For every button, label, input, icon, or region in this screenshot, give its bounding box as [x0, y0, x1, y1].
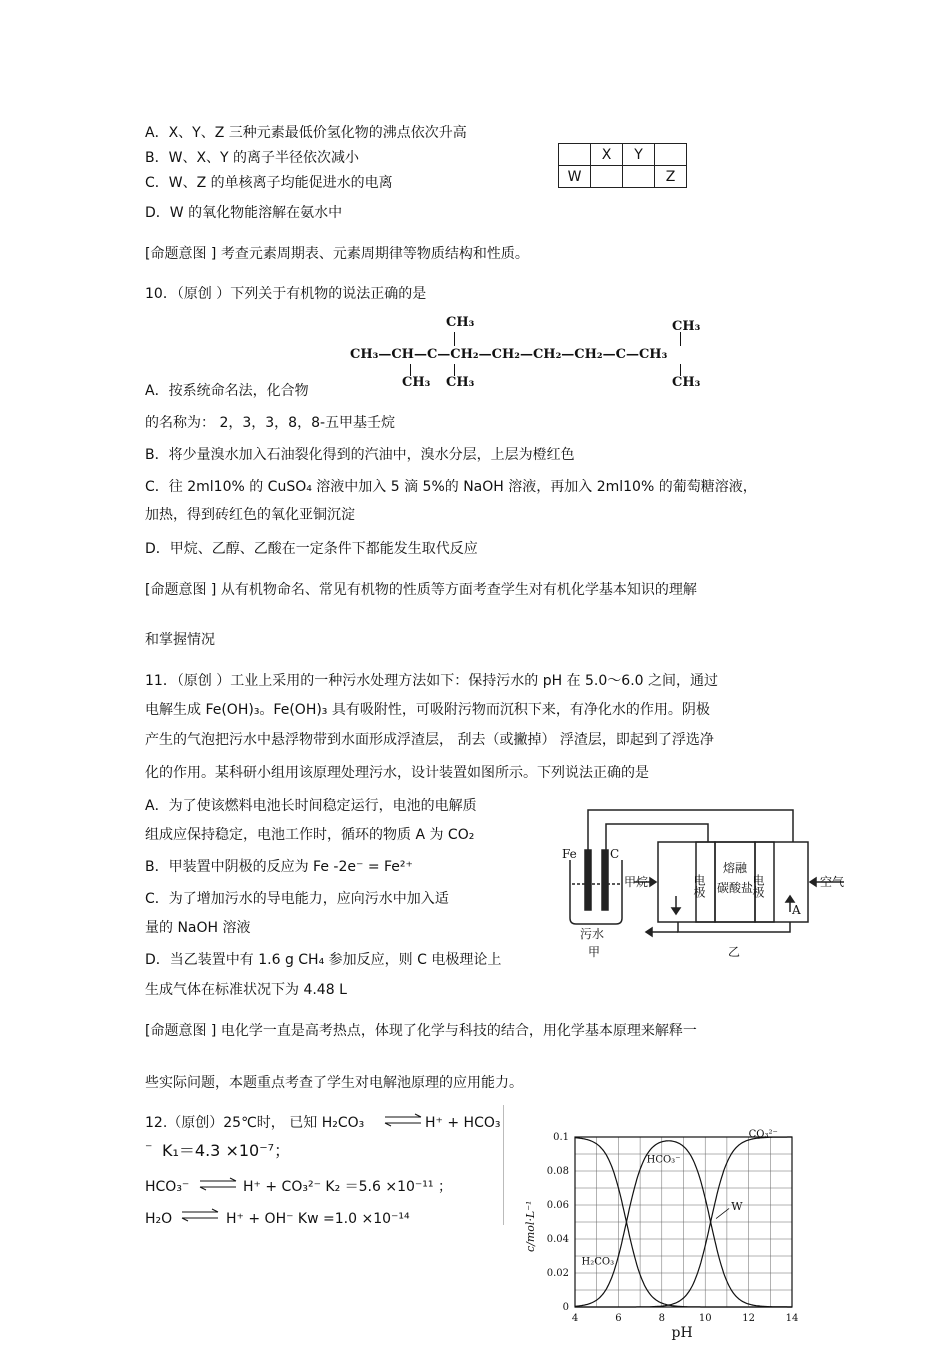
series-label: HCO₃⁻ [646, 1154, 681, 1166]
table-cell [655, 144, 687, 166]
y-tick-label: 0.1 [553, 1132, 569, 1143]
table-cell: W [559, 166, 591, 188]
x-tick-label: 12 [742, 1313, 755, 1324]
bond-line [680, 332, 681, 346]
q9-intent: [命题意图 ] 考查元素周期表、元素周期律等物质结构和性质。 [145, 246, 529, 262]
q11-option-d-line2: 生成气体在标准状况下为 4.48 L [145, 982, 347, 998]
diagram-label-sewage: 污水 [580, 927, 605, 941]
q11-option-b: B．甲装置中阴极的反应为 Fe -2e⁻ = Fe²⁺ [145, 859, 413, 875]
q10-intent-line2: 和掌握情况 [145, 632, 215, 648]
diagram-label-a: A [792, 903, 801, 917]
q12-line4-left: H₂O [145, 1211, 173, 1227]
formula-bottom-ch3-2: CH₃ [446, 375, 475, 390]
diagram-label-electrode-left: 电极 [692, 874, 706, 898]
periodic-table-fragment [558, 143, 687, 188]
equilibrium-arrow-icon [383, 1113, 423, 1127]
q12-line3-right: H⁺ + CO₃²⁻ K₂ ＝5.6 ×10⁻¹¹ ； [243, 1179, 452, 1195]
q12-line2: K₁＝4.3 ×10⁻⁷； [162, 1141, 291, 1160]
q12-line1: 12.（原创）25℃时， 已知 H₂CO₃ [145, 1115, 365, 1131]
q10-option-b: B．将少量溴水加入石油裂化得到的汽油中，溴水分层，上层为橙红色 [145, 447, 575, 463]
series-label: H₂CO₃ [581, 1256, 615, 1268]
q11-stem-line3: 产生的气泡把污水中悬浮物带到水面形成浮渣层， 刮去（或撇掉） 浮渣层，即起到了浮选净 [145, 732, 714, 748]
diagram-label-methane: 甲烷 [624, 875, 649, 889]
q10-option-a-line1: A．按系统命名法，化合物 [145, 383, 309, 399]
q11-stem-line4: 化的作用。某科研小组用该原理处理污水，设计装置如图所示。下列说法正确的是 [145, 765, 649, 781]
q11-intent-line1: [命题意图 ] 电化学一直是高考热点，体现了化学与科技的结合，用化学基本原理来解释一 [145, 1023, 697, 1039]
annotation-w: W [731, 1200, 743, 1214]
table-cell [591, 166, 623, 188]
bond-line [454, 332, 455, 346]
series-label: CO₃²⁻ [748, 1129, 778, 1140]
q12-line4-right: H⁺ + OH⁻ Kw =1.0 ×10⁻¹⁴ [226, 1211, 410, 1227]
q11-stem-line2: 电解生成 Fe(OH)₃。Fe(OH)₃ 具有吸附性，可吸附污物而沉积下来，有净化水的作用。阴极 [145, 702, 710, 718]
electrolysis-apparatus-diagram [558, 800, 853, 965]
q11-option-c-line1: C．为了增加污水的导电能力，应向污水中加入适 [145, 891, 449, 907]
table-cell: Z [655, 166, 687, 188]
table-cell [623, 166, 655, 188]
equilibrium-arrow-icon [198, 1177, 238, 1191]
column-divider [503, 1105, 504, 1225]
q10-option-c-line1: C．往 2ml10% 的 CuSO₄ 溶液中加入 5 滴 5%的 NaOH 溶液，再加入 2ml10% 的葡萄糖溶液， [145, 479, 757, 495]
x-axis-label: pH [671, 1325, 693, 1340]
diagram-label-jia: 甲 [588, 945, 601, 959]
table-cell: Y [623, 144, 655, 166]
formula-top-ch3-2: CH₃ [672, 319, 701, 334]
q9-option-a: A．X、Y、Z 三种元素最低价氢化物的沸点依次升高 [145, 125, 467, 141]
q10-stem: 10．（原创 ）下列关于有机物的说法正确的是 [145, 286, 427, 302]
table-cell: X [591, 144, 623, 166]
q11-option-d-line1: D．当乙装置中有 1.6 g CH₄ 参加反应，则 C 电极理论上 [145, 952, 502, 968]
chart-labels [582, 1129, 778, 1268]
q10-intent-line1: [命题意图 ] 从有机物命名、常见有机物的性质等方面考查学生对有机化学基本知识的理解 [145, 582, 697, 598]
table-cell [559, 144, 591, 166]
q10-option-d: D．甲烷、乙醇、乙酸在一定条件下都能发生取代反应 [145, 541, 478, 557]
x-tick-label: 6 [615, 1313, 622, 1324]
q10-option-a-line2: 的名称为： 2，3，3，8，8-五甲基壬烷 [145, 415, 396, 431]
x-tick-label: 14 [785, 1313, 799, 1324]
formula-top-ch3-1: CH₃ [446, 315, 475, 330]
y-tick-label: 0.04 [546, 1234, 569, 1245]
q12-line2-minus: ⁻ [145, 1141, 153, 1157]
q11-option-c-line2: 量的 NaOH 溶液 [145, 920, 251, 936]
speciation-chart [520, 1125, 810, 1340]
diagram-label-carbonate: 碳酸盐 [717, 881, 754, 895]
q11-stem-line1: 11．（原创 ）工业上采用的一种污水处理方法如下：保持污水的 pH 在 5.0～6.0 之间，通过 [145, 673, 719, 689]
x-tick-label: 10 [698, 1313, 712, 1324]
diagram-label-yi: 乙 [728, 945, 741, 959]
y-tick-label: 0.02 [546, 1268, 569, 1279]
y-tick-label: 0.06 [546, 1200, 569, 1211]
formula-bottom-ch3-3: CH₃ [672, 375, 701, 390]
y-tick-label: 0.08 [546, 1166, 569, 1177]
diagram-label-electrode-right: 电极 [751, 874, 765, 898]
formula-main-chain: CH₃—CH—C—CH₂—CH₂—CH₂—CH₂—C—CH₃ [350, 347, 668, 362]
q11-option-a-line1: A．为了使该燃料电池长时间稳定运行，电池的电解质 [145, 798, 477, 814]
diagram-label-fe: Fe [562, 847, 577, 861]
equilibrium-arrow-icon [180, 1208, 220, 1222]
y-axis-label: c/mol·L⁻¹ [524, 1200, 537, 1252]
structural-formula [350, 316, 750, 396]
x-tick-label: 4 [571, 1313, 579, 1324]
q11-intent-line2: 些实际问题，本题重点考查了学生对电解池原理的应用能力。 [145, 1075, 523, 1091]
q12-line1-right: H⁺ + HCO₃ [425, 1115, 501, 1131]
diagram-label-air: 空气 [820, 875, 845, 889]
chart-grid [575, 1137, 792, 1307]
q9-option-d: D．W 的氧化物能溶解在氨水中 [145, 205, 343, 221]
q11-option-a-line2: 组成应保持稳定，电池工作时，循环的物质 A 为 CO₂ [145, 827, 475, 843]
q9-option-c: C．W、Z 的单核离子均能促进水的电离 [145, 175, 393, 191]
diagram-label-c: C [610, 847, 620, 861]
y-tick-label: 0 [562, 1302, 569, 1313]
x-tick-label: 8 [658, 1313, 665, 1324]
diagram-label-molten: 熔融 [723, 861, 748, 875]
formula-bottom-ch3-1: CH₃ [402, 375, 431, 390]
q9-option-b: B．W、X、Y 的离子半径依次减小 [145, 150, 360, 166]
q10-option-c-line2: 加热，得到砖红色的氧化亚铜沉淀 [145, 507, 355, 523]
q12-line3-left: HCO₃⁻ [145, 1179, 190, 1195]
